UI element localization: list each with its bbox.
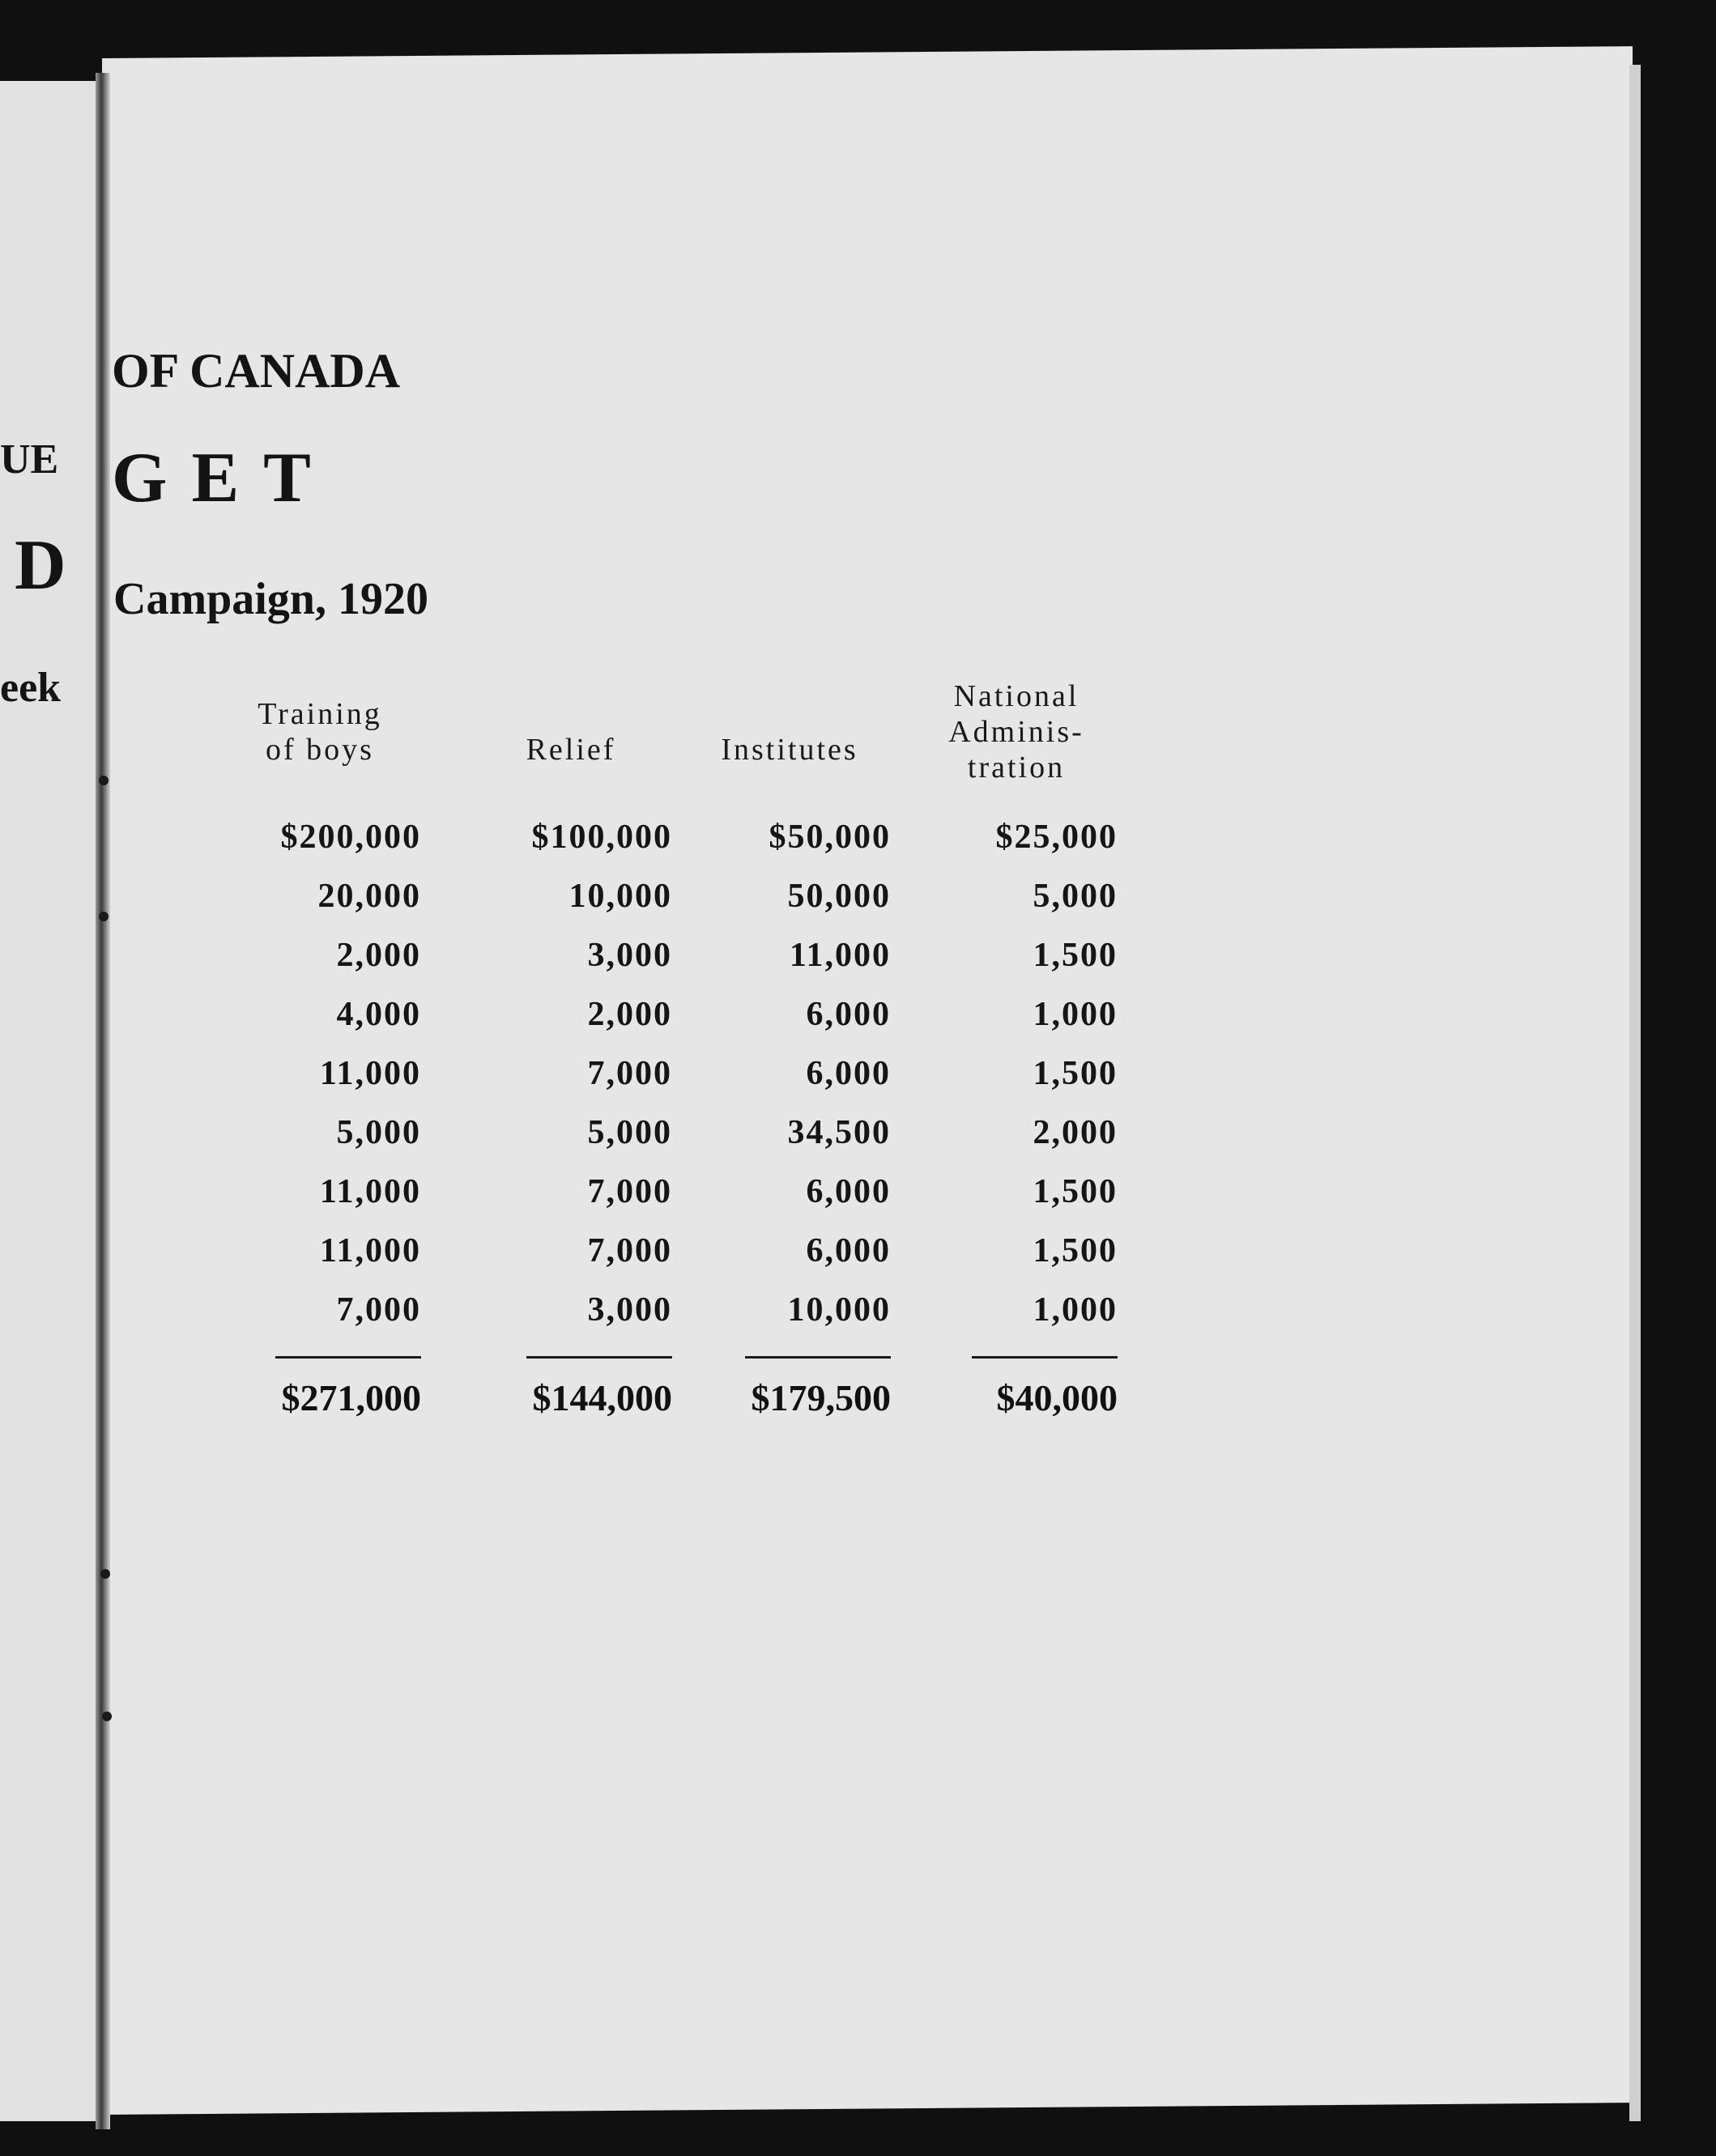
table-cell: 6,000 bbox=[806, 1173, 891, 1210]
column-total: $179,500 bbox=[751, 1377, 891, 1418]
column-total: $144,000 bbox=[532, 1377, 672, 1418]
table-cell: 5,000 bbox=[336, 1114, 421, 1151]
table-cell: 7,000 bbox=[587, 1232, 672, 1269]
table-cell: 1,500 bbox=[1033, 1173, 1118, 1210]
table-cell: 6,000 bbox=[806, 1055, 891, 1092]
column-total: $40,000 bbox=[996, 1377, 1118, 1418]
table-cell: 10,000 bbox=[787, 1291, 891, 1329]
table-cell: 6,000 bbox=[806, 996, 891, 1033]
table-cell: 11,000 bbox=[789, 937, 891, 974]
table-cell: 11,000 bbox=[319, 1232, 421, 1269]
table-cell: $100,000 bbox=[531, 819, 672, 856]
table-cell: 20,000 bbox=[317, 878, 421, 915]
column-header: Institutes bbox=[721, 733, 858, 767]
table-cell: $25,000 bbox=[995, 819, 1118, 856]
binding-hole-icon bbox=[100, 1569, 110, 1579]
column-header: Relief bbox=[526, 733, 616, 767]
table-cell: 1,500 bbox=[1033, 937, 1118, 974]
table-cell: $50,000 bbox=[769, 819, 891, 856]
column-header: Training of boys bbox=[258, 697, 382, 767]
table-cell: 1,000 bbox=[1033, 996, 1118, 1033]
table-cell: 5,000 bbox=[1033, 878, 1118, 915]
table-cell: 2,000 bbox=[1033, 1114, 1118, 1151]
left-heading-campaign: eek bbox=[0, 665, 62, 711]
column-values bbox=[688, 808, 891, 1340]
total-rule bbox=[526, 1356, 672, 1359]
table-cell: 2,000 bbox=[587, 996, 672, 1033]
table-cell: 4,000 bbox=[336, 996, 421, 1033]
left-page bbox=[0, 81, 107, 2121]
table-cell: 5,000 bbox=[587, 1114, 672, 1151]
binding-hole-icon bbox=[102, 1712, 112, 1721]
heading-budget: GET bbox=[112, 439, 335, 517]
binding-hole-icon bbox=[99, 912, 109, 921]
total-rule bbox=[275, 1356, 421, 1359]
column-values bbox=[915, 808, 1118, 1340]
table-cell: 1,500 bbox=[1033, 1232, 1118, 1269]
table-cell: 1,500 bbox=[1033, 1055, 1118, 1092]
table-cell: 7,000 bbox=[587, 1055, 672, 1092]
left-heading-org: UE bbox=[0, 436, 59, 483]
table-cell: 34,500 bbox=[787, 1114, 891, 1151]
left-heading-budget: D bbox=[15, 526, 66, 605]
page-edge bbox=[1629, 65, 1641, 2121]
book-gutter bbox=[96, 73, 110, 2129]
heading-of-canada: OF CANADA bbox=[112, 344, 401, 398]
table-cell: 10,000 bbox=[568, 878, 672, 915]
total-rule bbox=[972, 1356, 1118, 1359]
table-cell: $200,000 bbox=[280, 819, 421, 856]
column-values bbox=[219, 808, 421, 1340]
column-values bbox=[470, 808, 672, 1340]
table-cell: 6,000 bbox=[806, 1232, 891, 1269]
table-cell: 11,000 bbox=[319, 1055, 421, 1092]
table-cell: 11,000 bbox=[319, 1173, 421, 1210]
column-header: National Adminis- tration bbox=[948, 679, 1084, 785]
table-cell: 3,000 bbox=[587, 937, 672, 974]
binding-hole-icon bbox=[99, 776, 109, 785]
total-rule bbox=[745, 1356, 891, 1359]
column-total: $271,000 bbox=[281, 1377, 421, 1418]
table-cell: 50,000 bbox=[787, 878, 891, 915]
table-cell: 2,000 bbox=[336, 937, 421, 974]
table-cell: 3,000 bbox=[587, 1291, 672, 1329]
table-cell: 7,000 bbox=[336, 1291, 421, 1329]
heading-campaign: Campaign, 1920 bbox=[113, 574, 428, 624]
table-cell: 7,000 bbox=[587, 1173, 672, 1210]
table-cell: 1,000 bbox=[1033, 1291, 1118, 1329]
